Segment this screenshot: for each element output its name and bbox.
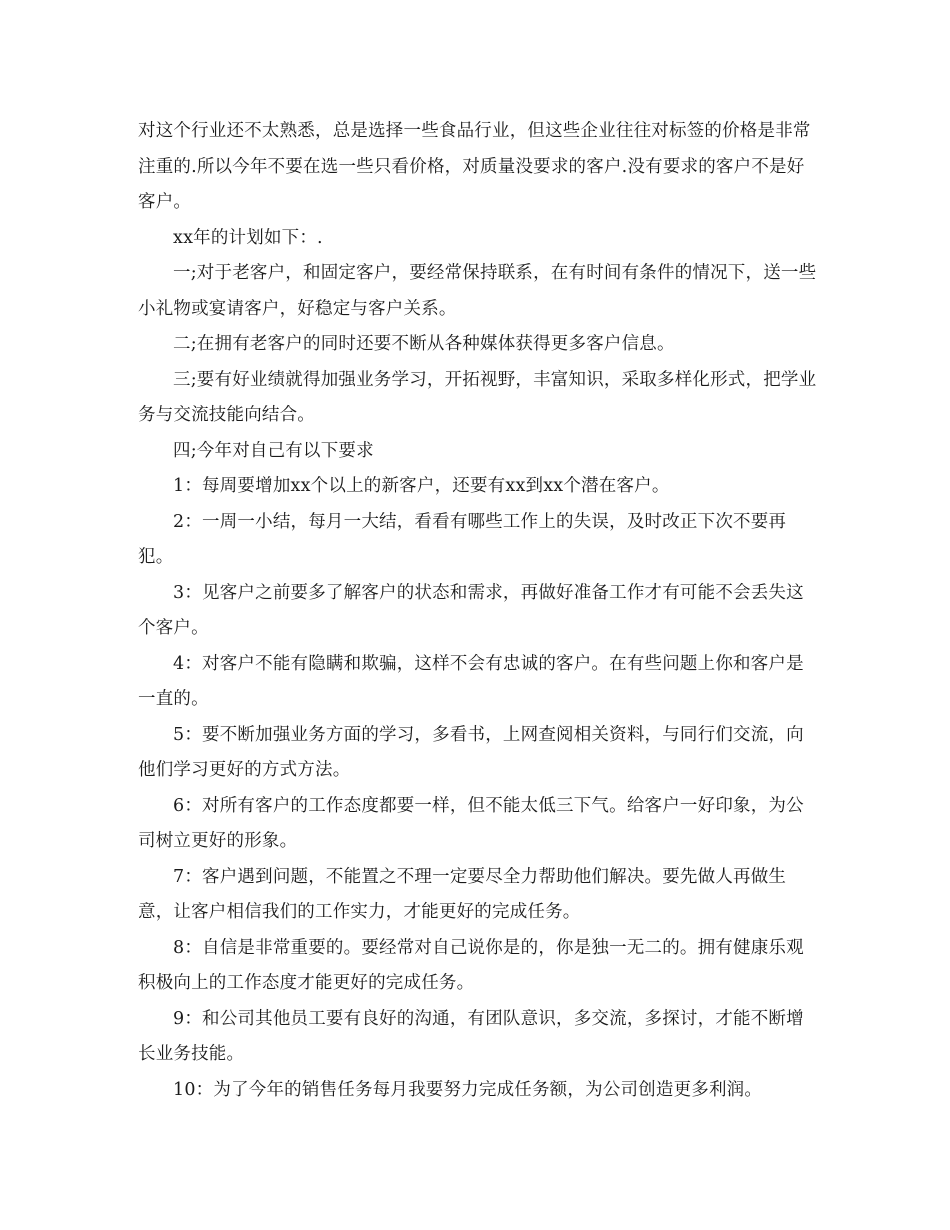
paragraph-intro: 对这个行业还不太熟悉，总是选择一些食品行业，但这些企业往往对标签的价格是非常注重的.所以今年不要在选一些只看价格，对质量没要求的客户.没有要求的客户不是好客户。 (138, 121, 811, 212)
document-body (138, 114, 818, 1108)
requirement-9: 9：和公司其他员工要有良好的沟通，有团队意识，多交流，多探讨，才能不断增长业务技能。 (138, 1008, 804, 1064)
requirement-1: 1：每周要增加xx个以上的新客户，还要有xx到xx个潜在客户。 (173, 476, 670, 496)
requirement-10: 10：为了今年的销售任务每月我要努力完成任务额，为公司创造更多利润。 (173, 1079, 763, 1100)
paragraph-item-four: 四;今年对自己有以下要求 (173, 440, 374, 461)
requirement-6: 6：对所有客户的工作态度都要一样，但不能太低三下气。给客户一好印象，为公司树立更好的形象。 (138, 795, 804, 851)
requirement-7: 7：客户遇到问题，不能置之不理一定要尽全力帮助他们解决。要先做人再做生意，让客户相信我们的工作实力，才能更好的完成任务。 (138, 866, 787, 922)
paragraph-item-one: 一;对于老客户，和固定客户，要经常保持联系，在有时间有条件的情况下，送一些小礼物或宴请客户，好稳定与客户关系。 (138, 263, 817, 319)
paragraph-item-three: 三;要有好业绩就得加强业务学习，开拓视野，丰富知识，采取多样化形式，把学业务与交流技能向结合。 (138, 369, 817, 425)
paragraph-item-two: 二;在拥有老客户的同时还要不断从各种媒体获得更多客户信息。 (173, 334, 675, 354)
requirement-5: 5：要不断加强业务方面的学习，多看书，上网查阅相关资料，与同行们交流，向他们学习更好的方式方法。 (138, 724, 804, 780)
requirement-2: 2：一周一小结，每月一大结，看看有哪些工作上的失误，及时改正下次不要再犯。 (138, 511, 787, 567)
requirement-4: 4：对客户不能有隐瞒和欺骗，这样不会有忠诚的客户。在有些问题上你和客户是一直的。 (138, 653, 804, 709)
requirement-3: 3：见客户之前要多了解客户的状态和需求，再做好准备工作才有可能不会丢失这个客户。 (138, 582, 804, 638)
requirement-8: 8：自信是非常重要的。要经常对自己说你是的，你是独一无二的。拥有健康乐观积极向上的工作态度才能更好的完成任务。 (138, 937, 804, 993)
paragraph-plan-heading: xx年的计划如下：. (173, 227, 323, 248)
